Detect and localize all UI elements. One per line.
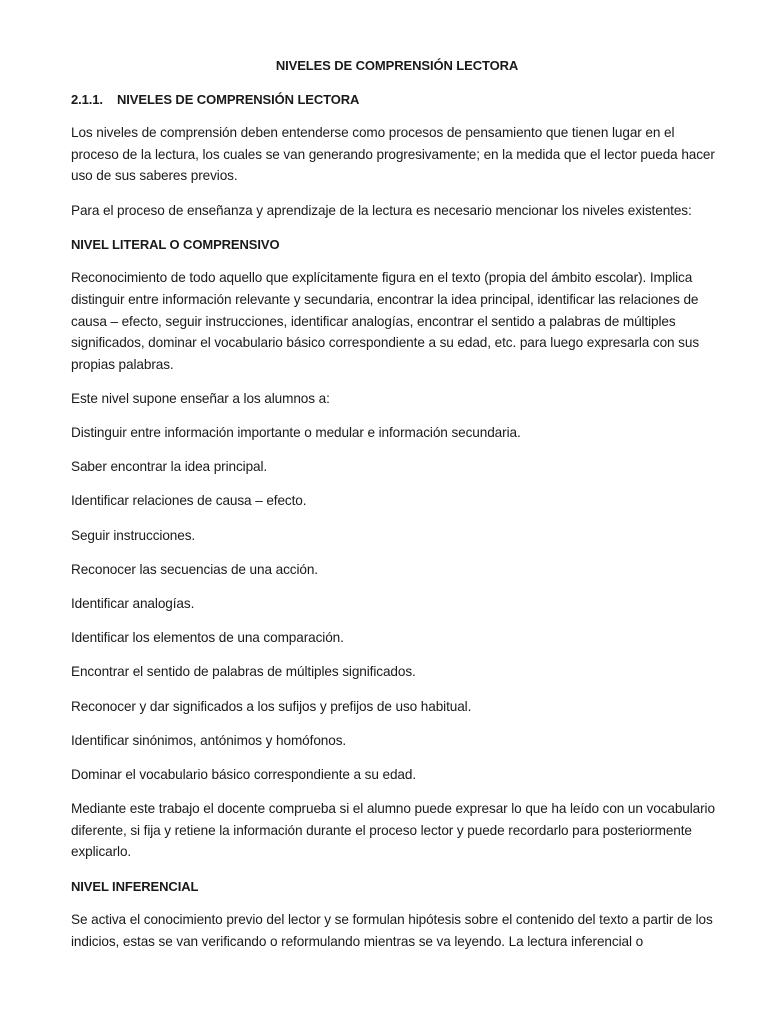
literal-level-description: Reconocimiento de todo aquello que explícitamente figura en el texto (propia del ámbito escolar). Implica distinguir entre información relevante y secundaria, encontrar la idea principal, identificar las relaciones de causa – efecto, seguir instrucciones, identificar analogías, encontrar el sentido a palabras de múltiples significados, dominar el vocabulario básico correspondiente a su edad, etc. para luego expresarla con sus propias palabras.	[71, 270, 700, 372]
section-number: 2.1.1.	[71, 91, 103, 107]
literal-list-intro: Este nivel supone enseñar a los alumnos a:	[71, 390, 330, 406]
list-item: Saber encontrar la idea principal.	[71, 459, 268, 475]
list-item: Identificar relaciones de causa – efecto.	[71, 493, 307, 509]
list-item: Reconocer las secuencias de una acción.	[71, 561, 318, 577]
document-content	[71, 55, 723, 965]
list-item: Dominar el vocabulario básico correspondiente a su edad.	[71, 766, 417, 782]
section-title: NIVELES DE COMPRENSIÓN LECTORA	[117, 91, 360, 107]
document-title: NIVELES DE COMPRENSIÓN LECTORA	[275, 58, 519, 73]
intro-paragraph: Los niveles de comprensión deben entenderse como procesos de pensamiento que tienen lugar en el proceso de la lectura, los cuales se van generando progresivamente; en la medida que el lector pueda hacer uso de sus saberes previos.	[71, 125, 715, 184]
inferential-level-description: Se activa el conocimiento previo del lector y se formulan hipótesis sobre el contenido del texto a partir de los indicios, estas se van verificando o reformulando mientras se va leyendo. La lectura inferencial o	[71, 912, 713, 949]
intro-paragraph: Para el proceso de enseñanza y aprendizaje de la lectura es necesario mencionar los niveles existentes:	[71, 202, 692, 218]
literal-level-heading: NIVEL LITERAL O COMPRENSIVO	[71, 236, 280, 252]
list-item: Encontrar el sentido de palabras de múltiples significados.	[71, 664, 416, 680]
list-item: Identificar analogías.	[71, 596, 195, 612]
list-item: Identificar sinónimos, antónimos y homófonos.	[71, 732, 347, 748]
section-heading	[71, 89, 723, 111]
list-item: Seguir instrucciones.	[71, 527, 196, 543]
list-item: Reconocer y dar significados a los sufijos y prefijos de uso habitual.	[71, 698, 472, 714]
literal-closing-paragraph: Mediante este trabajo el docente comprueba si el alumno puede expresar lo que ha leído con un vocabulario diferente, si fija y retiene la información durante el proceso lector y puede recordarlo para posteriormente explicarlo.	[71, 801, 715, 860]
literal-skills-list	[71, 422, 723, 785]
list-item: Distinguir entre información importante o medular e información secundaria.	[71, 425, 521, 441]
list-item: Identificar los elementos de una comparación.	[71, 630, 344, 646]
inferential-level-heading: NIVEL INFERENCIAL	[71, 878, 199, 894]
